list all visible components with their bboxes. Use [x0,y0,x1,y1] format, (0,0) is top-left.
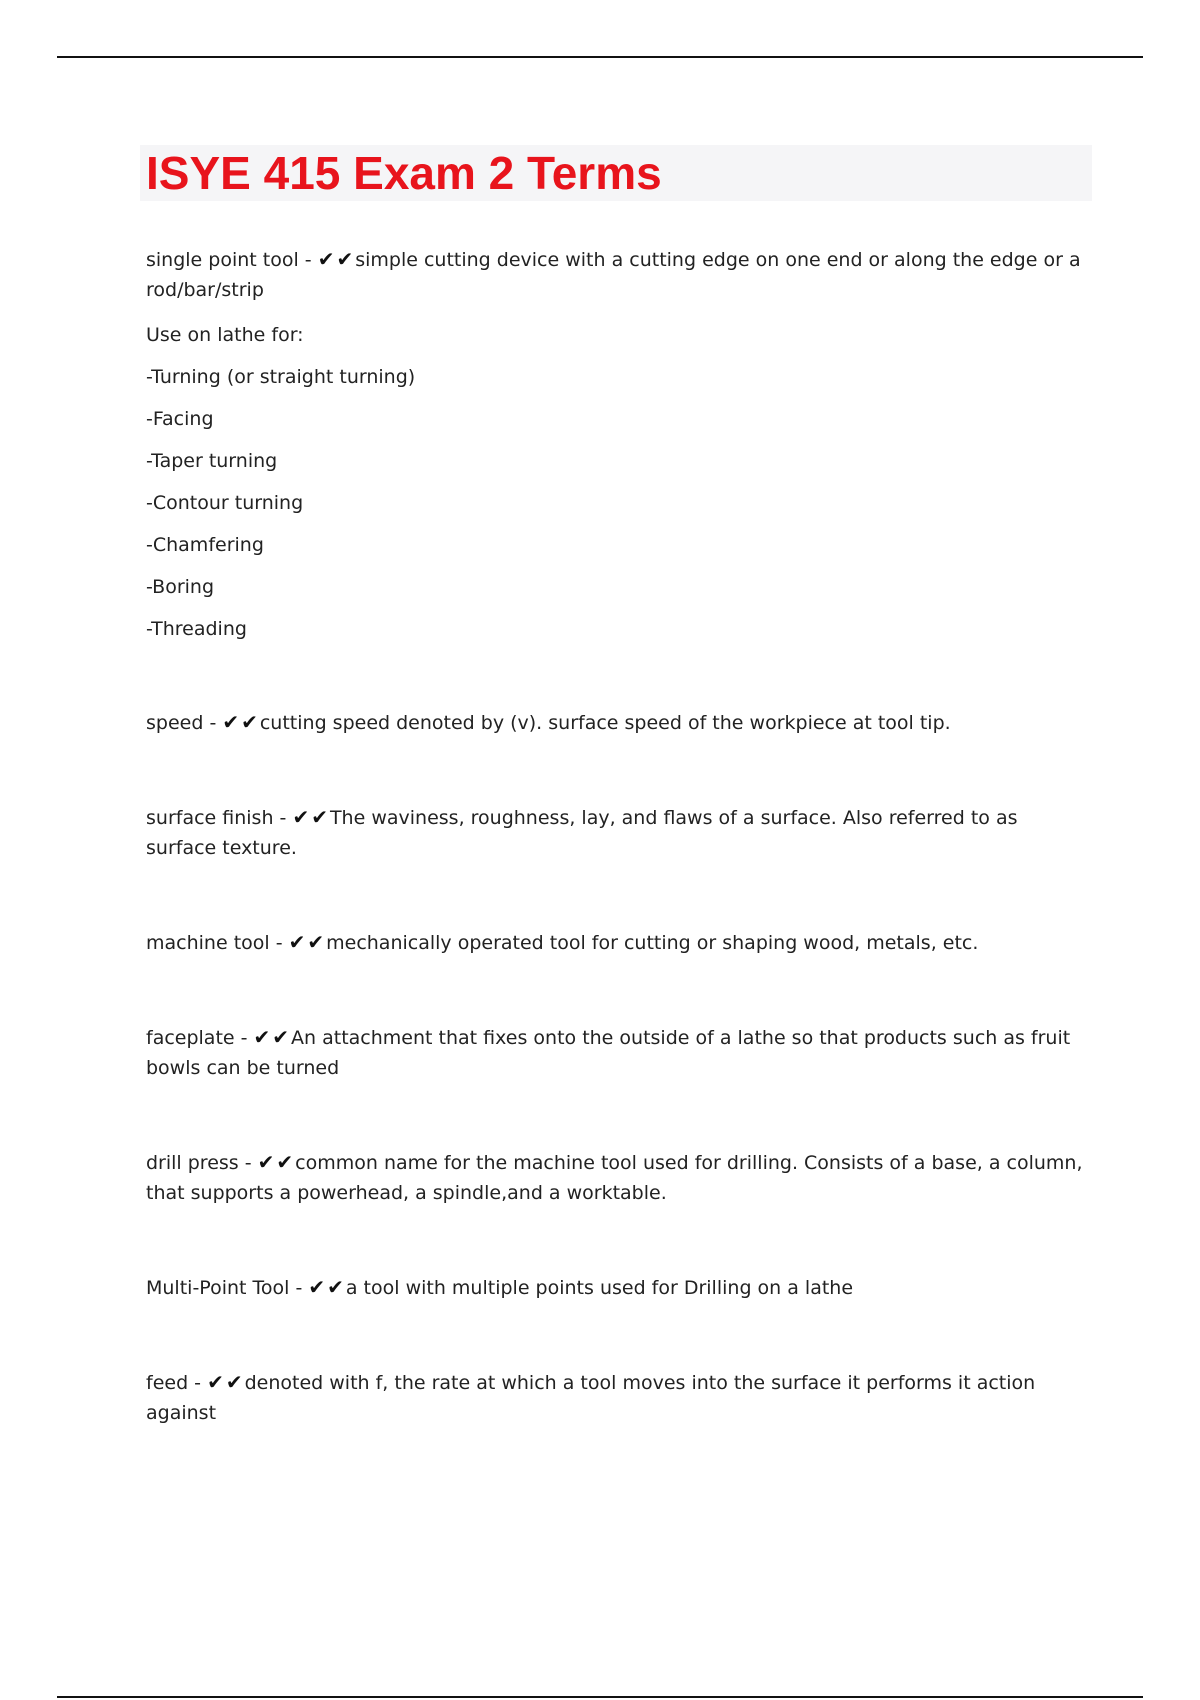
term-definition: simple cutting device with a cutting edge on one end or along the edge or a rod/bar/strip [146,249,1081,301]
double-check-icon: ✔✔ [288,930,327,954]
double-check-icon: ✔✔ [308,1275,346,1299]
double-check-icon: ✔✔ [222,710,260,734]
list-item: -Taper turning [146,450,278,472]
term-name: faceplate [146,1027,235,1049]
term-definition: common name for the machine tool used for drilling. Consists of a base, a column, that supports a powerhead, a spindle,and a worktable. [146,1152,1083,1204]
term-name: machine tool [146,932,270,954]
lathe-uses-intro: Use on lathe for: [146,324,304,346]
list-item: -Boring [146,576,215,598]
term-definition: cutting speed denoted by (v). surface speed of the workpiece at tool tip. [259,712,951,734]
top-rule [57,56,1143,58]
term-entry: speed - ✔✔cutting speed denoted by (v). surface speed of the workpiece at tool tip. [146,710,951,734]
list-item: -Contour turning [146,492,304,514]
term-entry: machine tool - ✔✔mechanically operated tool for cutting or shaping wood, metals, etc. [146,930,979,954]
list-item: -Threading [146,618,247,640]
term-name: surface finish [146,807,274,829]
term-name: drill press [146,1152,239,1174]
list-item: -Facing [146,408,214,430]
term-name: Multi-Point Tool [146,1277,290,1299]
list-item: -Turning (or straight turning) [146,366,416,388]
term-entry: drill press - ✔✔common name for the machine tool used for drilling. Consists of a base, a column, that supports a powerhead, a spindle,and a worktable. [146,1150,1083,1204]
term-definition: The waviness, roughness, lay, and flaws of a surface. Also referred to as surface texture. [146,807,1018,859]
term-entry: single point tool - ✔✔simple cutting device with a cutting edge on one end or along the edge or a rod/bar/strip [146,247,1081,301]
term-name: speed [146,712,204,734]
term-entry: feed - ✔✔denoted with f, the rate at which a tool moves into the surface it performs it action against [146,1370,1036,1424]
term-name: feed [146,1372,189,1394]
document-body [146,244,1090,1443]
term-definition: An attachment that fixes onto the outside of a lathe so that products such as fruit bowls can be turned [146,1027,1071,1079]
double-check-icon: ✔✔ [257,1150,296,1174]
double-check-icon: ✔✔ [253,1025,292,1049]
document-title: ISYE 415 Exam 2 Terms [146,147,662,199]
double-check-icon: ✔✔ [207,1370,245,1394]
term-entry: surface finish - ✔✔The waviness, roughness, lay, and flaws of a surface. Also referred to as surface texture. [146,805,1018,859]
term-definition: a tool with multiple points used for Drilling on a lathe [345,1277,854,1299]
bottom-rule [57,1696,1143,1698]
list-item: -Chamfering [146,534,264,556]
term-entry: faceplate - ✔✔An attachment that fixes onto the outside of a lathe so that products such as fruit bowls can be turned [146,1025,1071,1079]
term-name: single point tool [146,249,299,271]
term-entry: Multi-Point Tool - ✔✔a tool with multiple points used for Drilling on a lathe [146,1275,854,1299]
term-definition: denoted with f, the rate at which a tool moves into the surface it performs it action against [146,1372,1036,1424]
double-check-icon: ✔✔ [317,247,356,271]
double-check-icon: ✔✔ [292,805,330,829]
term-definition: mechanically operated tool for cutting or shaping wood, metals, etc. [326,932,979,954]
